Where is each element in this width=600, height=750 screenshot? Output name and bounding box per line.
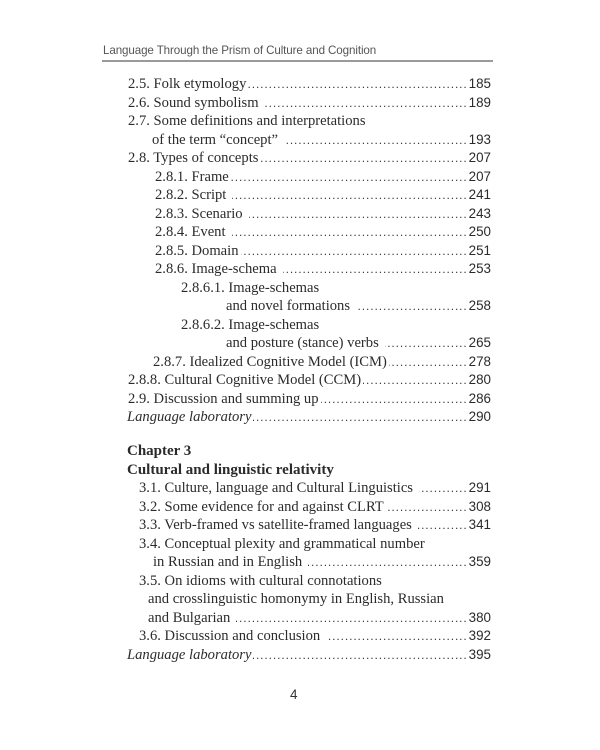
toc-entry-2-8-6-1[interactable] (0, 279, 491, 298)
page-number: 207 (468, 168, 491, 184)
toc-entry-3-1[interactable] (0, 479, 491, 498)
page-number: 286 (468, 390, 491, 406)
dot-leader (389, 353, 468, 372)
page-number: 290 (468, 409, 491, 424)
page-number: 193 (468, 131, 491, 147)
entry-title-continuation: of the term “concept” (152, 131, 279, 148)
toc-entry-2-8-8[interactable] (0, 371, 491, 390)
toc-entry-2-6[interactable] (0, 94, 491, 113)
chapter-3-section (0, 442, 491, 664)
toc-entry-2-8-6[interactable] (0, 260, 491, 279)
entry-title-continuation: and novel formations (226, 298, 351, 314)
entry-title: 2.9. Discussion and summing up (128, 390, 319, 407)
page-number: 291 (468, 480, 491, 495)
entry-title: 2.8.3. Scenario (155, 205, 243, 222)
page-number: 241 (468, 187, 491, 202)
toc-entry-3-3[interactable] (0, 516, 491, 535)
toc-entry-2-8-4[interactable] (0, 223, 491, 242)
dot-leader (253, 408, 467, 427)
dot-leader (232, 223, 468, 242)
dot-leader (356, 297, 468, 316)
entry-title: Language laboratory (127, 409, 252, 425)
toc-entry-2-5[interactable] (0, 75, 491, 94)
entry-title: 2.7. Some definitions and interpretations (128, 113, 366, 129)
toc-entry-3-4[interactable] (0, 535, 491, 554)
dot-leader (249, 205, 468, 224)
toc-entry-language-laboratory-ch3[interactable] (0, 646, 491, 665)
page-number: 380 (468, 609, 491, 625)
page-number: 392 (468, 628, 491, 643)
toc-entry-3-6[interactable] (0, 627, 491, 646)
dot-leader (253, 646, 467, 665)
toc-entry-2-8-2[interactable] (0, 186, 491, 205)
table-of-contents (0, 75, 491, 664)
page-number: 207 (468, 150, 491, 165)
dot-leader (248, 75, 467, 94)
entry-title: 2.8.7. Idealized Cognitive Model (ICM) (153, 353, 387, 370)
entry-title: 2.8. Types of concepts (128, 150, 259, 166)
page-number: 308 (468, 498, 491, 514)
dot-leader (386, 498, 468, 517)
toc-entry-2-8-7[interactable] (0, 353, 491, 372)
page-number: 265 (468, 335, 491, 350)
dot-leader (265, 94, 468, 113)
header-rule (102, 60, 493, 62)
entry-title: 2.8.1. Frame (155, 168, 229, 185)
page-number: 359 (468, 554, 491, 569)
chapter-title-text: Cultural and linguistic relativity (127, 461, 334, 478)
dot-leader (385, 334, 468, 353)
page-number: 258 (468, 298, 491, 313)
dot-leader (321, 390, 468, 409)
dot-leader (418, 516, 468, 535)
entry-title: 2.8.5. Domain (155, 242, 239, 259)
toc-entry-2-8-6-2[interactable] (0, 316, 491, 335)
toc-entry-2-8-6-2-continuation[interactable] (0, 334, 491, 353)
toc-entry-2-9[interactable] (0, 390, 491, 409)
page-number: 243 (468, 205, 491, 221)
toc-entry-2-8-3[interactable] (0, 205, 491, 224)
entry-title: 2.8.6.1. Image-schemas (181, 279, 320, 296)
dot-leader (283, 260, 468, 279)
dot-leader (260, 149, 467, 168)
entry-title: 2.6. Sound symbolism (128, 94, 259, 111)
page-number: 395 (468, 646, 491, 662)
toc-entry-2-8-5[interactable] (0, 242, 491, 261)
dot-leader (419, 479, 468, 498)
page-number: 280 (468, 372, 491, 387)
dot-leader (236, 609, 467, 628)
page-folio: 4 (290, 687, 298, 702)
entry-title-continuation: and crosslinguistic homonymy in English, Russian (148, 591, 444, 607)
entry-title: 3.5. On idioms with cultural connotations (139, 572, 382, 589)
chapter-title[interactable] (0, 461, 491, 480)
entry-title-continuation: and Bulgarian (148, 609, 231, 626)
toc-entry-2-8[interactable] (0, 149, 491, 168)
page-number: 250 (468, 224, 491, 239)
chapter-label[interactable] (0, 442, 491, 461)
toc-entry-3-5-continuation-1[interactable] (0, 590, 491, 609)
entry-title: 3.3. Verb-framed vs satellite-framed languages (139, 517, 412, 533)
toc-entry-2-7-continuation[interactable] (0, 131, 491, 150)
dot-leader (232, 186, 467, 205)
entry-title-continuation: and posture (stance) verbs (226, 335, 379, 351)
page-number: 253 (468, 261, 491, 276)
entry-title: Language laboratory (127, 646, 252, 663)
toc-entry-2-8-6-1-continuation[interactable] (0, 297, 491, 316)
dot-leader (308, 553, 467, 572)
running-head: Language Through the Prism of Culture and Cognition (103, 44, 377, 57)
entry-title: 2.8.2. Script (155, 187, 227, 203)
entry-title: 3.2. Some evidence for and against CLRT (139, 498, 384, 515)
toc-entry-language-laboratory-ch2[interactable] (0, 408, 491, 427)
toc-entry-2-7[interactable] (0, 112, 491, 131)
page-number: 189 (468, 94, 491, 110)
page-number: 278 (468, 353, 491, 369)
page-number: 185 (468, 76, 491, 91)
entry-title: 2.5. Folk etymology (128, 76, 247, 92)
chapter-number: Chapter 3 (127, 443, 192, 459)
entry-title-continuation: in Russian and in English (153, 554, 303, 570)
toc-entry-3-5[interactable] (0, 572, 491, 591)
entry-title: 3.6. Discussion and conclusion (139, 628, 321, 644)
entry-title: 2.8.6. Image-schema (155, 261, 277, 277)
dot-leader (231, 168, 468, 187)
dot-leader (326, 627, 467, 646)
page-number: 251 (468, 242, 491, 258)
toc-entry-3-2[interactable] (0, 498, 491, 517)
entry-title: 2.8.4. Event (155, 224, 226, 240)
dot-leader (284, 131, 468, 150)
toc-entry-3-5-continuation-2[interactable] (0, 609, 491, 628)
entry-title: 2.8.8. Cultural Cognitive Model (CCM) (128, 372, 362, 388)
entry-title: 3.4. Conceptual plexity and grammatical number (139, 535, 425, 552)
dot-leader (241, 242, 468, 261)
entry-title: 3.1. Culture, language and Cultural Linguistics (139, 480, 413, 496)
toc-entry-2-8-1[interactable] (0, 168, 491, 187)
page-number: 341 (468, 517, 491, 532)
entry-title: 2.8.6.2. Image-schemas (181, 316, 320, 333)
dot-leader (363, 371, 468, 390)
toc-entry-3-4-continuation[interactable] (0, 553, 491, 572)
